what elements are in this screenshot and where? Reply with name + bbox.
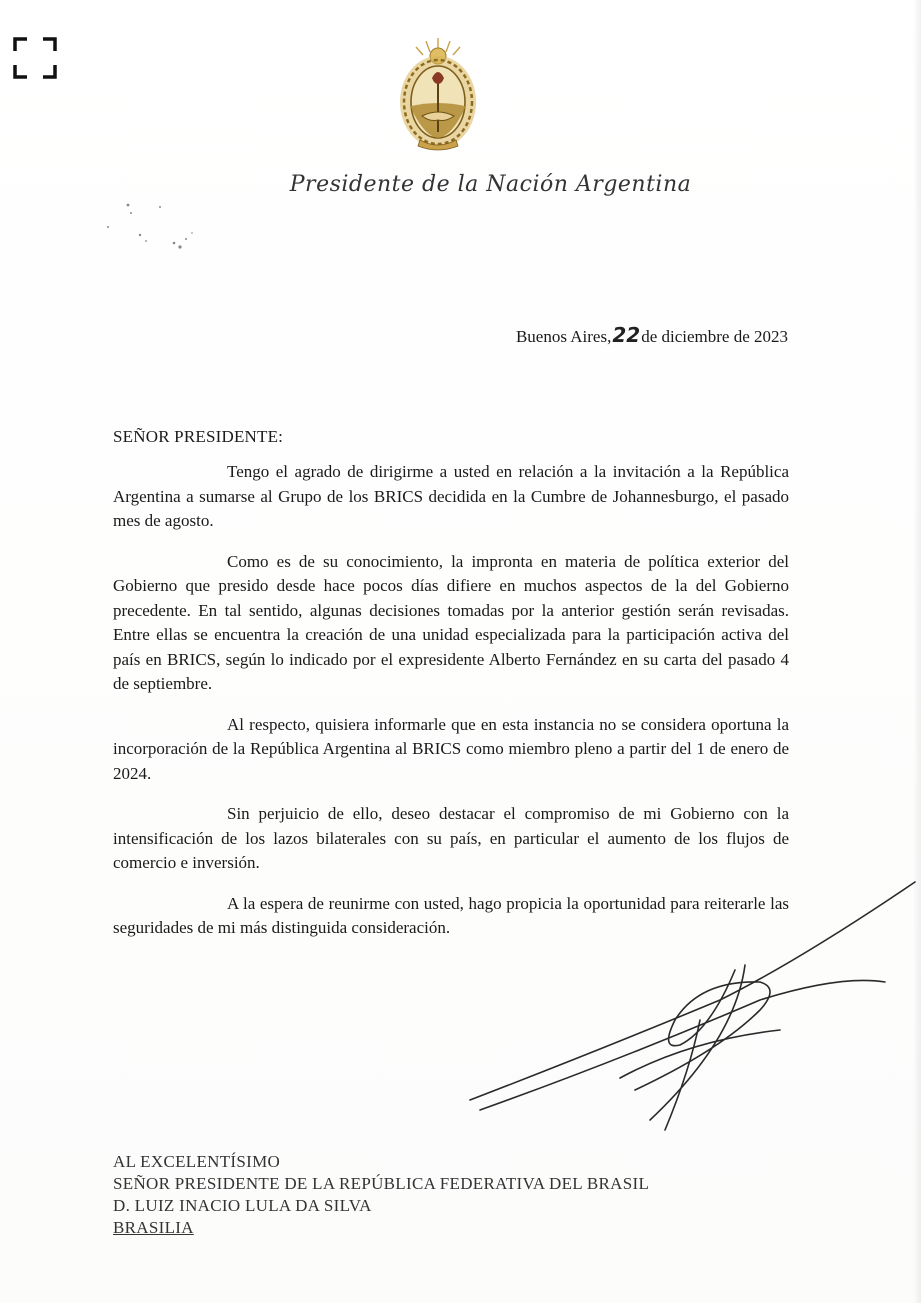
paragraph-foreign-policy: Como es de su conocimiento, la impronta en materia de política exterior del Gobierno que presido desde hace pocos días difiere en muchos aspectos de la del Gobierno precedente. En tal sentido, algunas decisiones tomadas por la anterior gestión serán revisadas. Entre ellas se encuentra la creación de una unidad especializada para la participación activa del país en BRICS, según lo indicado por el expresidente Alberto Fernández en su carta del pasado 4 de septiembre. [113,551,789,693]
address-line-3: D. LUIZ INACIO LULA DA SILVA [113,1196,372,1215]
date-place: Buenos Aires, [515,327,612,346]
date-line [516,323,788,347]
paragraph-closing: A la espera de reunirme con usted, hago propicia la oportunidad para reiterarle las seguridades de mi más distinguida consideración. [113,893,789,937]
recipient-address [113,1151,649,1239]
fullscreen-corner-icon[interactable] [13,37,57,79]
address-line-2: SEÑOR PRESIDENTE DE LA REPÚBLICA FEDERATIVA DEL BRASIL [113,1174,650,1193]
date-day-handwritten: 22 [612,323,641,347]
paragraph-decision: Al respecto, quisiera informarle que en esta instancia no se considera oportuna la incorporación de la República Argentina al BRICS como miembro pleno a partir del 1 de enero de 2024. [113,714,789,783]
date-rest: de diciembre de 2023 [641,327,788,346]
letterhead-title [0,172,921,197]
handwritten-signature [460,870,921,1140]
coat-of-arms-icon [396,36,480,154]
paper-speckles [100,195,210,265]
paragraph-commitment: Sin perjuicio de ello, deseo destacar el compromiso de mi Gobierno con la intensificación de los lazos bilaterales con su país, en particular el aumento de los flujos de comercio e inversión. [113,804,789,872]
paragraph-invitation: Tengo el agrado de dirigirme a usted en relación a la invitación a la República Argentina a sumarse al Grupo de los BRICS decidida en la Cumbre de Johannesburgo, el pasado mes de agosto. [113,462,789,530]
address-city: BRASILIA [113,1218,194,1237]
letterhead-text: Presidente de la Nación Argentina [289,172,692,197]
salutation: SEÑOR PRESIDENTE: [113,427,284,446]
address-line-1: AL EXCELENTÍSIMO [113,1152,281,1171]
